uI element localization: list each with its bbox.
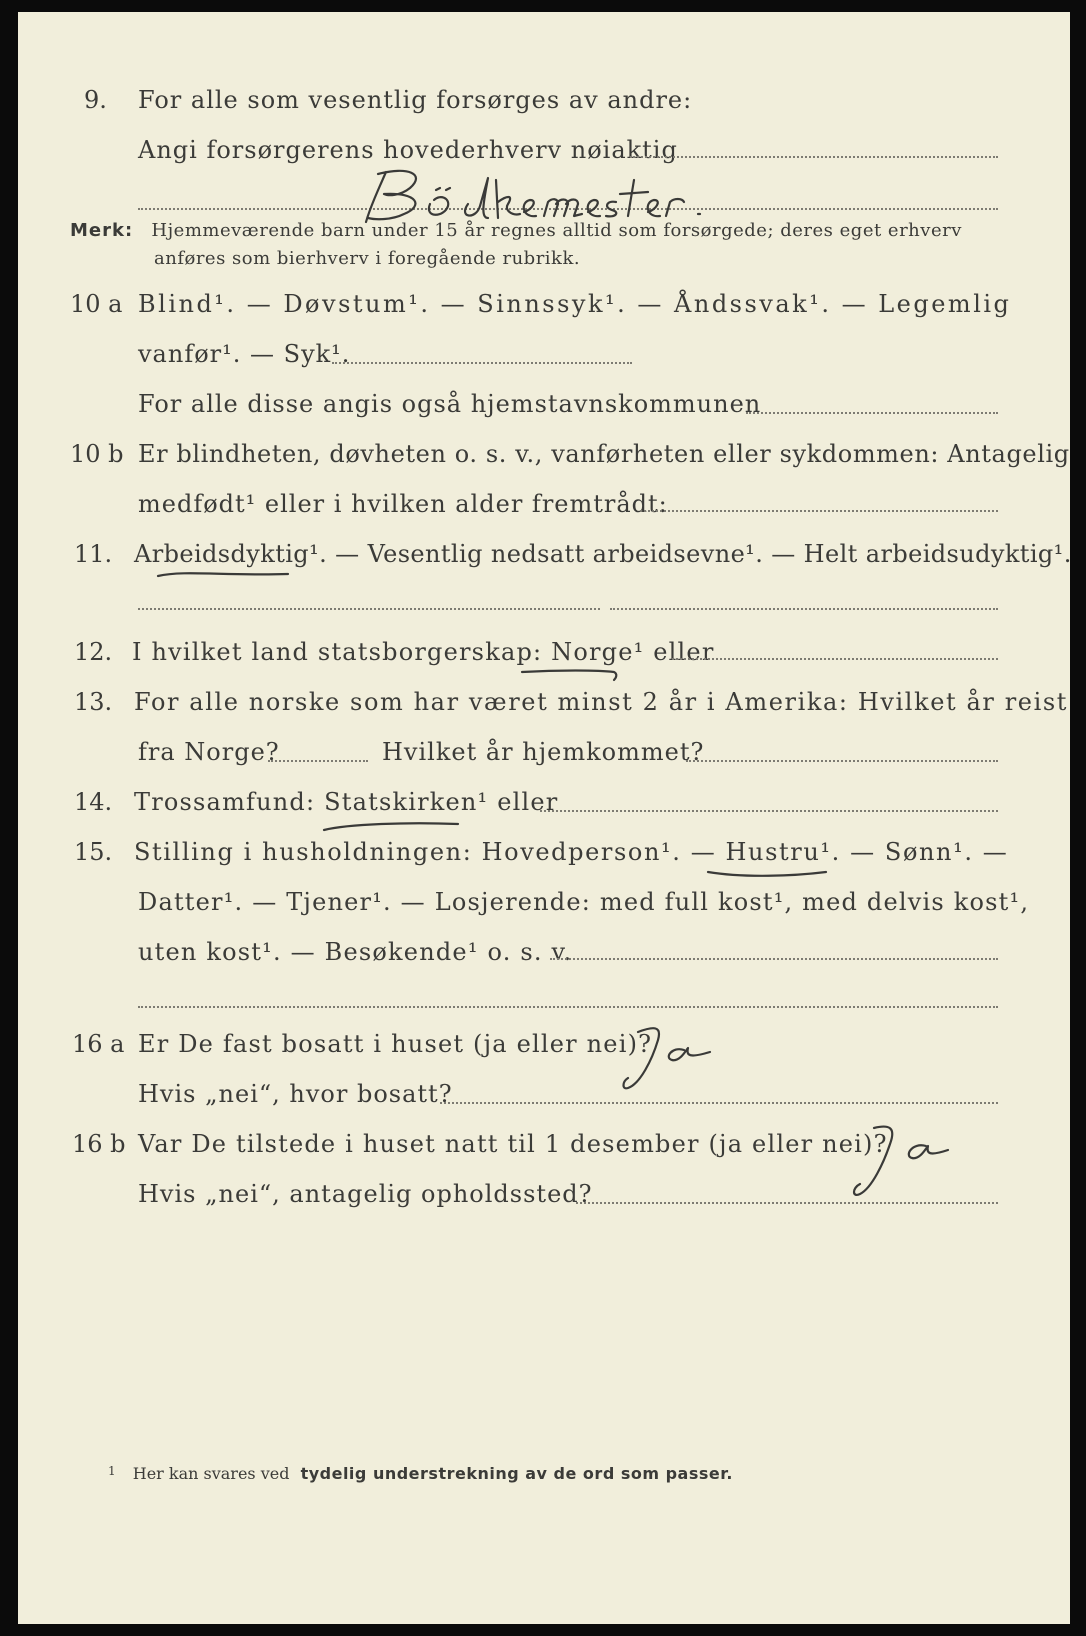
q10b-line2: medfødt¹ eller i hvilken alder fremtrådt: xyxy=(138,490,668,518)
q15-line1: Stilling i husholdningen: Hovedperson¹. — Hustru¹. — Sønn¹. — xyxy=(134,838,1009,866)
footnote-plain: Her kan svares ved xyxy=(132,1464,290,1483)
q13-line2a: fra Norge? xyxy=(138,738,280,766)
q11-answer-line xyxy=(138,608,600,610)
q15-number: 15. xyxy=(74,838,113,866)
q14-number: 14. xyxy=(74,788,113,816)
q9-answer-line xyxy=(630,156,998,158)
underline-arbeidsdyktig xyxy=(154,566,294,584)
q13-reist-line xyxy=(268,760,368,762)
q11-line1: Arbeidsdyktig¹. — Vesentlig nedsatt arbeidsevne¹. — Helt arbeidsudyktig¹. xyxy=(134,540,1072,568)
q12-number: 12. xyxy=(74,638,113,666)
q15-answer-line xyxy=(550,958,998,960)
q10a-number: 10 a xyxy=(70,290,123,318)
underline-hustru xyxy=(704,864,834,886)
q13-number: 13. xyxy=(74,688,113,716)
merk-line2: anføres som bierhverv i foregående rubrikk. xyxy=(154,248,581,269)
q10b-answer-line xyxy=(640,510,998,512)
q13-hjemkommet-line xyxy=(686,760,998,762)
q16a-number: 16 a xyxy=(72,1030,125,1058)
q12-line1: I hvilket land statsborgerskap: Norge¹ eller xyxy=(132,638,715,666)
q15-line2: Datter¹. — Tjener¹. — Losjerende: med full kost¹, med delvis kost¹, xyxy=(138,888,1030,916)
q10a-line2: vanfør¹. — Syk¹. xyxy=(138,340,351,368)
footnote-mark: 1 xyxy=(108,1464,116,1478)
q16a-answer-line xyxy=(440,1102,998,1104)
census-form-page xyxy=(18,12,1070,1624)
q11-number: 11. xyxy=(74,540,113,568)
handwritten-ja-16a xyxy=(614,1018,724,1098)
merk-text1: Hjemmeværende barn under 15 år regnes alltid som forsørgede; deres eget erhverv xyxy=(151,220,962,241)
merk-label: Merk: xyxy=(70,220,134,241)
q10a-line3: For alle disse angis også hjemstavnskommunen xyxy=(138,390,762,418)
q13-line2b: Hvilket år hjemkommet? xyxy=(382,738,705,766)
q10a-syk-line xyxy=(332,362,632,364)
q16b-number: 16 b xyxy=(72,1130,126,1158)
q12-answer-line xyxy=(672,658,998,660)
q16b-line1: Var De tilstede i huset natt til 1 desember (ja eller nei)? xyxy=(138,1130,888,1158)
q9-line2: Angi forsørgerens hovederhverv nøiaktig xyxy=(138,136,678,164)
q10a-line1: Blind¹. — Døvstum¹. — Sinnssyk¹. — Åndssvak¹. — Legemlig xyxy=(138,290,1012,318)
q10b-line1: Er blindheten, døvheten o. s. v., vanførheten eller sykdommen: Antagelig xyxy=(138,440,1070,468)
q13-line1: For alle norske som har været minst 2 år i Amerika: Hvilket år reist xyxy=(134,688,1069,716)
q16b-line2: Hvis „nei“, antagelig opholdssted? xyxy=(138,1180,593,1208)
q16a-line1: Er De fast bosatt i huset (ja eller nei)? xyxy=(138,1030,653,1058)
q10a-kommune-line xyxy=(746,412,998,414)
merk-line1 xyxy=(70,220,962,241)
q9-line1: For alle som vesentlig forsørges av andre: xyxy=(138,86,693,114)
q15-answer-line-2 xyxy=(138,1006,998,1008)
q14-answer-line xyxy=(540,810,998,812)
handwritten-ja-16b xyxy=(838,1118,958,1204)
q15-line3: uten kost¹. — Besøkende¹ o. s. v. xyxy=(138,938,573,966)
q10b-number: 10 b xyxy=(70,440,124,468)
underline-norge xyxy=(518,664,628,684)
q16a-line2: Hvis „nei“, hvor bosatt? xyxy=(138,1080,453,1108)
q14-line1: Trossamfund: Statskirken¹ eller xyxy=(134,788,559,816)
underline-statskirken xyxy=(318,816,468,836)
footnote xyxy=(108,1464,733,1483)
footnote-bold: tydelig understrekning av de ord som passer. xyxy=(300,1464,733,1483)
q16b-answer-line xyxy=(576,1202,998,1204)
q9-number: 9. xyxy=(84,86,107,114)
q11-answer-line-2 xyxy=(610,608,998,610)
